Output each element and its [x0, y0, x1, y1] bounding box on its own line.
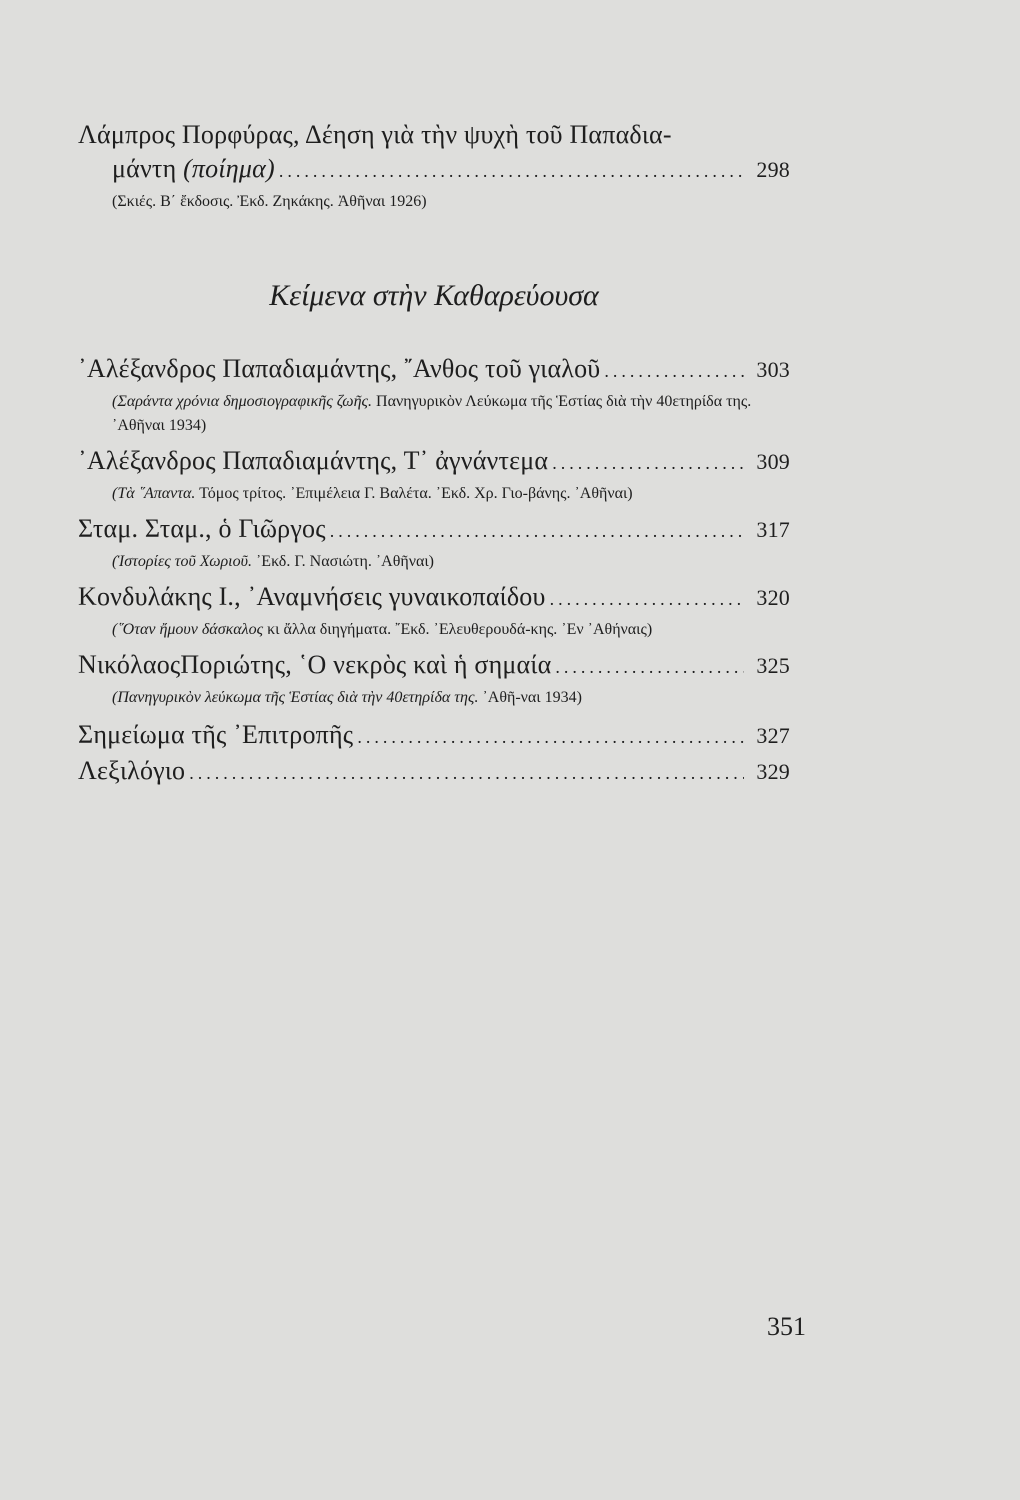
entry-source-note: (Σκιές. Β΄ ἔκδοσις. Ἐκδ. Ζηκάκης. Ἀθῆναι 1926) — [112, 193, 427, 210]
toc-entry — [78, 648, 790, 710]
toc-entry — [78, 352, 790, 438]
entry-title-line — [78, 512, 790, 548]
dot-leader — [357, 720, 744, 754]
entry-page-number: 325 — [756, 653, 790, 678]
toc-entry-porfyras — [78, 118, 790, 214]
entry-title-line — [78, 648, 790, 684]
toc-entry — [78, 580, 790, 642]
entry-page-number: 329 — [756, 759, 790, 784]
toc-entry — [78, 718, 790, 754]
entry-title-line — [78, 718, 790, 754]
entry-source-note — [78, 390, 790, 438]
entry-title-line — [78, 444, 790, 480]
table-of-contents — [78, 118, 790, 790]
entry-title-text: μάντη — [112, 154, 177, 183]
dot-leader — [555, 650, 744, 684]
dot-leader — [550, 582, 744, 616]
note-source-title: (Τὰ ῞Απαντα. — [112, 485, 196, 502]
toc-entry — [78, 444, 790, 506]
page-folio-number: 351 — [767, 1312, 806, 1341]
entry-source-note — [78, 686, 790, 710]
entry-page-number: 298 — [756, 157, 790, 182]
note-source-title: (Πανηγυρικὸν λεύκωμα τῆς Ἑστίας διὰ τὴν 40ετηρίδα της. — [112, 689, 479, 706]
entry-title-line — [78, 754, 790, 790]
entry-page-number: 327 — [756, 723, 790, 748]
note-source-details: Πανηγυρικὸν Λεύκωμα τῆς Ἑστίας διὰ τὴν 40ετηρίδα της. ᾿Αθῆναι 1934) — [112, 393, 752, 434]
entry-title: Σταμ. Σταμ., ὁ Γιῶργος — [78, 514, 326, 543]
note-source-title: (Ἱστορίες τοῦ Χωριοῦ. — [112, 553, 252, 570]
note-source-details: ᾿Αθῆ-ναι 1934) — [478, 689, 582, 706]
entry-title: ᾿Αλέξανδρος Παπαδιαμάντης, Τ᾿ ἀγνάντεμα — [78, 446, 549, 475]
note-source-title: (Σαράντα χρόνια δημοσιογραφικῆς ζωῆς. — [112, 393, 373, 410]
section-heading: Κείμενα στὴν Καθαρεύουσα — [269, 279, 599, 312]
dot-leader — [189, 756, 744, 790]
toc-entry — [78, 512, 790, 574]
entry-source-note — [78, 550, 790, 574]
entry-title: Σημείωμα τῆς ᾿Επιτροπῆς — [78, 720, 354, 749]
entry-title: Κονδυλάκης Ι., ᾿Αναμνήσεις γυναικοπαίδου — [78, 582, 546, 611]
entry-title-line-1: Λάμπρος Πορφύρας, Δέηση γιὰ τὴν ψυχὴ τοῦ Παπαδια- — [78, 120, 672, 149]
entry-source-note — [78, 482, 790, 506]
note-source-title: (῞Οταν ἤμουν δάσκαλος — [112, 621, 264, 638]
entry-title: ΝικόλαοςΠοριώτης, ῾Ο νεκρὸς καὶ ἡ σημαία — [78, 650, 552, 679]
dot-leader — [552, 446, 744, 480]
entry-title-line-2 — [78, 152, 790, 188]
note-source-details: ᾿Εκδ. Γ. Νασιώτη. ᾿Αθῆναι) — [251, 553, 435, 570]
entry-title-genre: (ποίημα) — [183, 154, 275, 183]
dot-leader — [604, 354, 744, 388]
entry-page-number: 303 — [756, 357, 790, 382]
entry-page-number: 309 — [756, 449, 790, 474]
entry-source-note — [78, 618, 790, 642]
entry-title-line — [78, 352, 790, 388]
entry-title: ᾿Αλέξανδρος Παπαδιαμάντης, ῎Ανθος τοῦ γιαλοῦ — [78, 354, 601, 383]
note-source-details: κι ἄλλα διηγήματα. ῎Εκδ. ᾿Ελευθερουδά-κης. ᾿Εν ᾿Αθήναις) — [263, 621, 653, 638]
dot-leader — [330, 514, 744, 548]
entry-title-line — [78, 580, 790, 616]
note-source-details: Τόμος τρίτος. ᾿Επιμέλεια Γ. Βαλέτα. ᾿Εκδ. Χρ. Γιο-βάνης. ᾿Αθῆναι) — [195, 485, 633, 502]
dot-leader — [279, 154, 744, 188]
entry-page-number: 320 — [756, 585, 790, 610]
entry-title: Λεξιλόγιο — [78, 756, 186, 785]
entry-page-number: 317 — [756, 517, 790, 542]
toc-entry — [78, 754, 790, 790]
